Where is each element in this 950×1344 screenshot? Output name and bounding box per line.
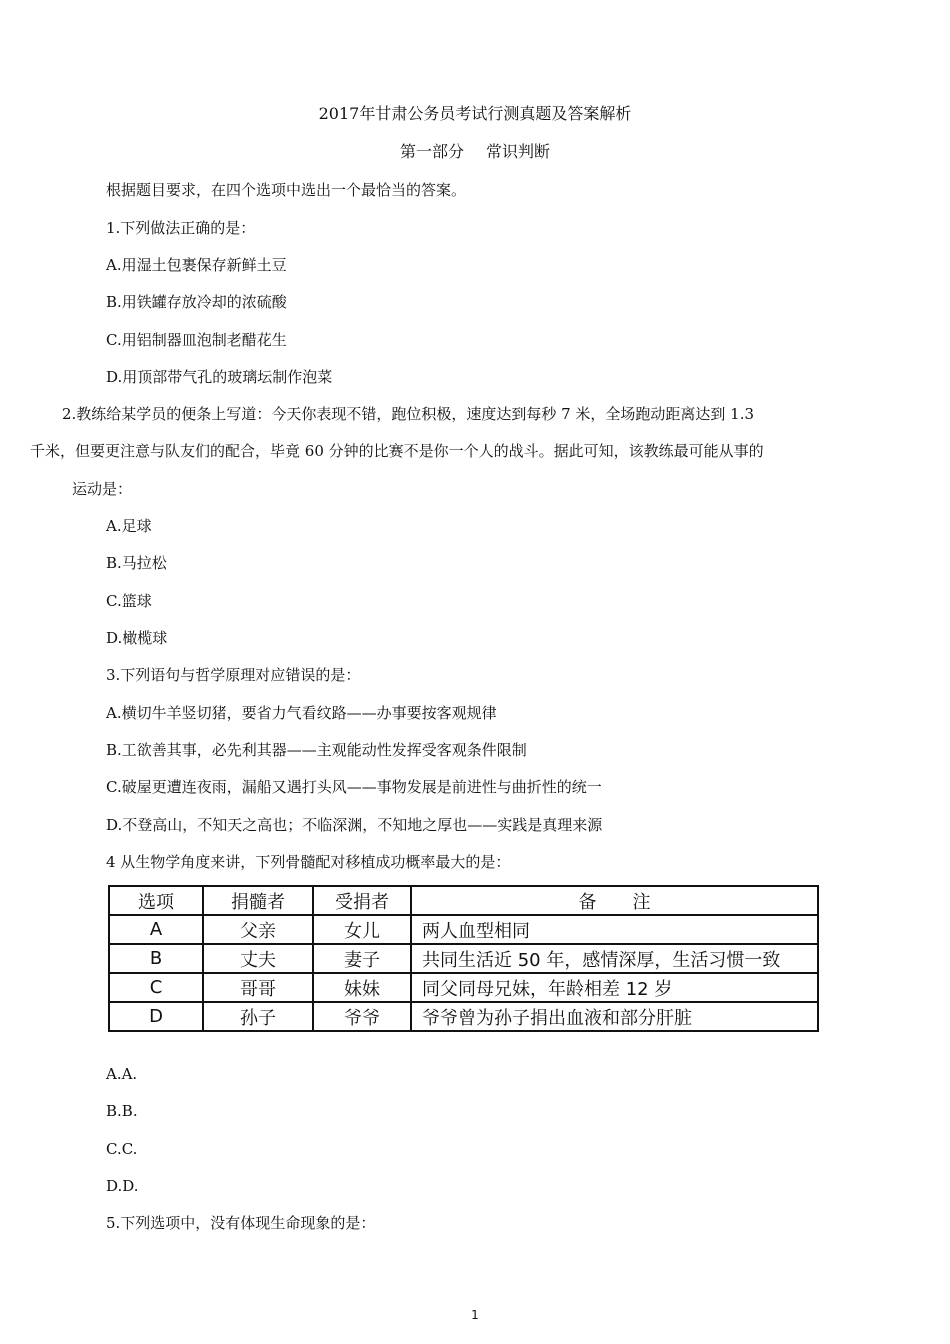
question-2-option-a: A.足球 <box>106 517 152 535</box>
section-part: 第一部分 <box>399 142 464 161</box>
question-3-option-a: A.横切牛羊竖切猪，要省力气看纹路——办事要按客观规律 <box>106 704 497 722</box>
question-3-option-b: B.工欲善其事，必先利其器——主观能动性发挥受客观条件限制 <box>106 741 527 759</box>
table-cell: 哥哥 <box>203 973 313 1002</box>
table-cell: 孙子 <box>203 1002 313 1031</box>
page-title: 2017年甘肃公务员考试行测真题及答案解析 <box>318 104 632 123</box>
table-header-cell: 选项 <box>109 886 203 915</box>
table-cell: A <box>109 915 203 944</box>
table-cell: B <box>109 944 203 973</box>
page-number: 1 <box>471 1308 479 1322</box>
question-4-option-a: A.A. <box>106 1065 138 1083</box>
question-2-option-c: C.篮球 <box>106 592 152 610</box>
table-header-cell: 受捐者 <box>313 886 411 915</box>
table-cell: 爷爷曾为孙子捐出血液和部分肝脏 <box>411 1002 818 1031</box>
question-1-stem: 1.下列做法正确的是： <box>106 219 256 237</box>
table-header-row <box>109 886 818 915</box>
question-2-stem-line-2: 千米，但要更注意与队友们的配合，毕竟 60 分钟的比赛不是你一个人的战斗。据此可知，该教练最可能从事的 <box>30 442 764 460</box>
question-2-stem-line-3: 运动是： <box>72 480 133 498</box>
table-cell: 妻子 <box>313 944 411 973</box>
question-3-option-d: D.不登高山，不知天之高也；不临深渊，不知地之厚也——实践是真理来源 <box>106 816 603 834</box>
table-cell: 丈夫 <box>203 944 313 973</box>
question-1-option-a: A.用湿土包裹保存新鲜土豆 <box>106 256 287 274</box>
table-row <box>109 973 818 1002</box>
question-1-option-c: C.用铝制器皿泡制老醋花生 <box>106 331 287 349</box>
question-3-option-c: C.破屋更遭连夜雨，漏船又遇打头风——事物发展是前进性与曲折性的统一 <box>106 778 602 796</box>
question-4-option-d: D.D. <box>106 1177 139 1195</box>
table-cell: C <box>109 973 203 1002</box>
table-header-cell: 备 注 <box>411 886 818 915</box>
question-2-stem-line-1: 2.教练给某学员的便条上写道：今天你表现不错，跑位积极，速度达到每秒 7 米，全场跑动距离达到 1.3 <box>62 405 755 423</box>
table-header-cell: 捐髓者 <box>203 886 313 915</box>
question-1-option-d: D.用顶部带气孔的玻璃坛制作泡菜 <box>106 368 333 386</box>
table-row <box>109 1002 818 1031</box>
instructions: 根据题目要求，在四个选项中选出一个最恰当的答案。 <box>106 181 467 199</box>
table-row <box>109 944 818 973</box>
table-cell: 共同生活近 50 年，感情深厚，生活习惯一致 <box>411 944 818 973</box>
bone-marrow-table <box>108 885 819 1032</box>
table-row <box>109 915 818 944</box>
question-1-option-b: B.用铁罐存放冷却的浓硫酸 <box>106 293 287 311</box>
table-cell: 爷爷 <box>313 1002 411 1031</box>
question-4-option-b: B.B. <box>106 1102 138 1120</box>
section-heading <box>0 142 950 162</box>
question-2-option-b: B.马拉松 <box>106 554 167 572</box>
question-3-stem: 3.下列语句与哲学原理对应错误的是： <box>106 666 361 684</box>
question-5-stem: 5.下列选项中，没有体现生命现象的是： <box>106 1214 376 1232</box>
section-name: 常识判断 <box>486 142 551 161</box>
table-cell: 女儿 <box>313 915 411 944</box>
question-4-option-c: C.C. <box>106 1140 138 1158</box>
table-cell: 父亲 <box>203 915 313 944</box>
table-cell: 妹妹 <box>313 973 411 1002</box>
table-cell: D <box>109 1002 203 1031</box>
table-cell: 同父同母兄妹，年龄相差 12 岁 <box>411 973 818 1002</box>
question-4-stem: 4 从生物学角度来讲，下列骨髓配对移植成功概率最大的是： <box>106 853 511 871</box>
question-2-option-d: D.橄榄球 <box>106 629 168 647</box>
table-cell: 两人血型相同 <box>411 915 818 944</box>
